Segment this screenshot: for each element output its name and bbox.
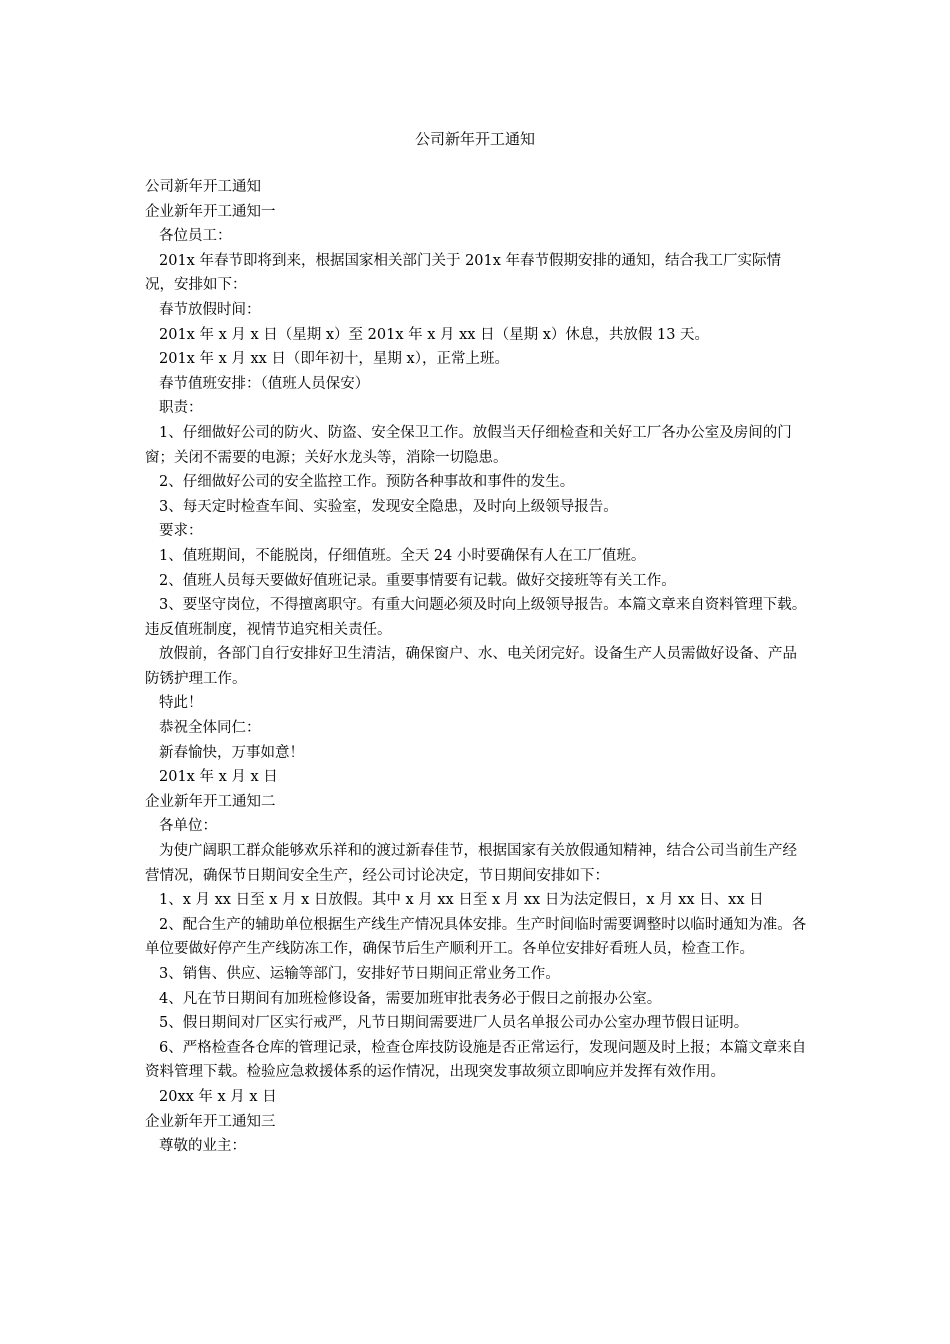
notice2-item: 4、凡在节日期间有加班检修设备，需要加班审批表务必于假日之前报办公室。 [159,990,662,1007]
notice1-holiday-period: 201x 年 x 月 x 日（星期 x）至 201x 年 x 月 xx 日（星期 x）休息，共放假 13 天。 [159,326,710,343]
notice1-duty-item: 2、仔细做好公司的安全监控工作。预防各种事故和事件的发生。 [159,474,575,491]
notice3-greeting: 尊敬的业主： [159,1138,246,1155]
notice1-before-holiday: 放假前，各部门自行安排好卫生清洁，确保窗户、水、电关闭完好。设备生产人员需做好设备、产品防锈护理工作。 [145,646,797,687]
notice2-heading: 企业新年开工通知二 [145,793,276,810]
notice1-closing: 特此！ [159,695,203,712]
notice1-requirement-item: 2、值班人员每天要做好值班记录。重要事情要有记载。做好交接班等有关工作。 [159,572,676,589]
document-title: 公司新年开工通知 [414,130,535,148]
notice2-item: 1、x 月 xx 日至 x 月 x 日放假。其中 x 月 xx 日至 x 月 xx 日为法定假日，x 月 xx 日、xx 日 [159,892,764,909]
notice1-requirement-item: 1、值班期间，不能脱岗，仔细值班。全天 24 小时要确保有人在工厂值班。 [159,547,646,564]
notice1-wish: 新春愉快，万事如意！ [159,744,304,761]
notice2-item: 6、严格检查各仓库的管理记录，检查仓库技防设施是否正常运行，发现问题及时上报；本篇文章来自资料管理下载。检验应急救援体系的运作情况，出现突发事故须立即响应并发挥有效作用。 [145,1039,807,1081]
notice1-holiday-label: 春节放假时间： [159,301,261,318]
notice1-work-resume: 201x 年 x 月 xx 日（即年初十，星期 x），正常上班。 [159,351,509,368]
notice2-item: 2、配合生产的辅助单位根据生产线生产情况具体安排。生产时间临时需要调整时以临时通知为准。各单位要做好停产生产线防冻工作，确保节后生产顺利开工。各单位安排好看班人员，检查工作。 [145,916,807,958]
notice1-requirement-item: 3、要坚守岗位，不得擅离职守。有重大问题必须及时向上级领导报告。本篇文章来自资料管理下载。违反值班制度，视情节追究相关责任。 [145,597,807,638]
notice1-duties-label: 职责： [159,400,203,417]
notice2-item: 5、假日期间对厂区实行戒严，凡节日期间需要进厂人员名单报公司办公室办理节假日证明。 [159,1015,749,1032]
notice1-date: 201x 年 x 月 x 日 [159,769,278,786]
notice1-duty-label: 春节值班安排：（值班人员保安） [159,375,370,392]
notice2-date: 20xx 年 x 月 x 日 [159,1088,277,1105]
notice1-greeting: 各位员工： [159,228,232,245]
section-heading: 公司新年开工通知 [145,179,261,195]
notice2-greeting: 各单位： [159,818,217,835]
notice2-item: 3、销售、供应、运输等部门，安排好节日期间正常业务工作。 [159,966,560,982]
notice1-duty-item: 3、每天定时检查车间、实验室，发现安全隐患，及时向上级领导报告。 [159,498,618,515]
notice1-requirements-label: 要求： [159,523,203,540]
document-body [145,175,809,1159]
notice1-intro: 201x 年春节即将到来，根据国家相关部门关于 201x 年春节假期安排的通知，结合我工厂实际情况，安排如下： [145,252,782,294]
notice1-duty-item: 1、仔细做好公司的防火、防盗、安全保卫工作。放假当天仔细检查和关好工厂各办公室及房间的门窗；关闭不需要的电源；关好水龙头等，消除一切隐患。 [145,424,792,466]
notice1-wish-label: 恭祝全体同仁： [159,720,261,737]
notice3-heading: 企业新年开工通知三 [145,1113,276,1130]
notice2-intro: 为使广阔职工群众能够欢乐祥和的渡过新春佳节，根据国家有关放假通知精神，结合公司当前生产经营情况，确保节日期间安全生产，经公司讨论决定，节日期间安排如下： [145,843,797,884]
notice1-heading: 企业新年开工通知一 [145,203,276,220]
